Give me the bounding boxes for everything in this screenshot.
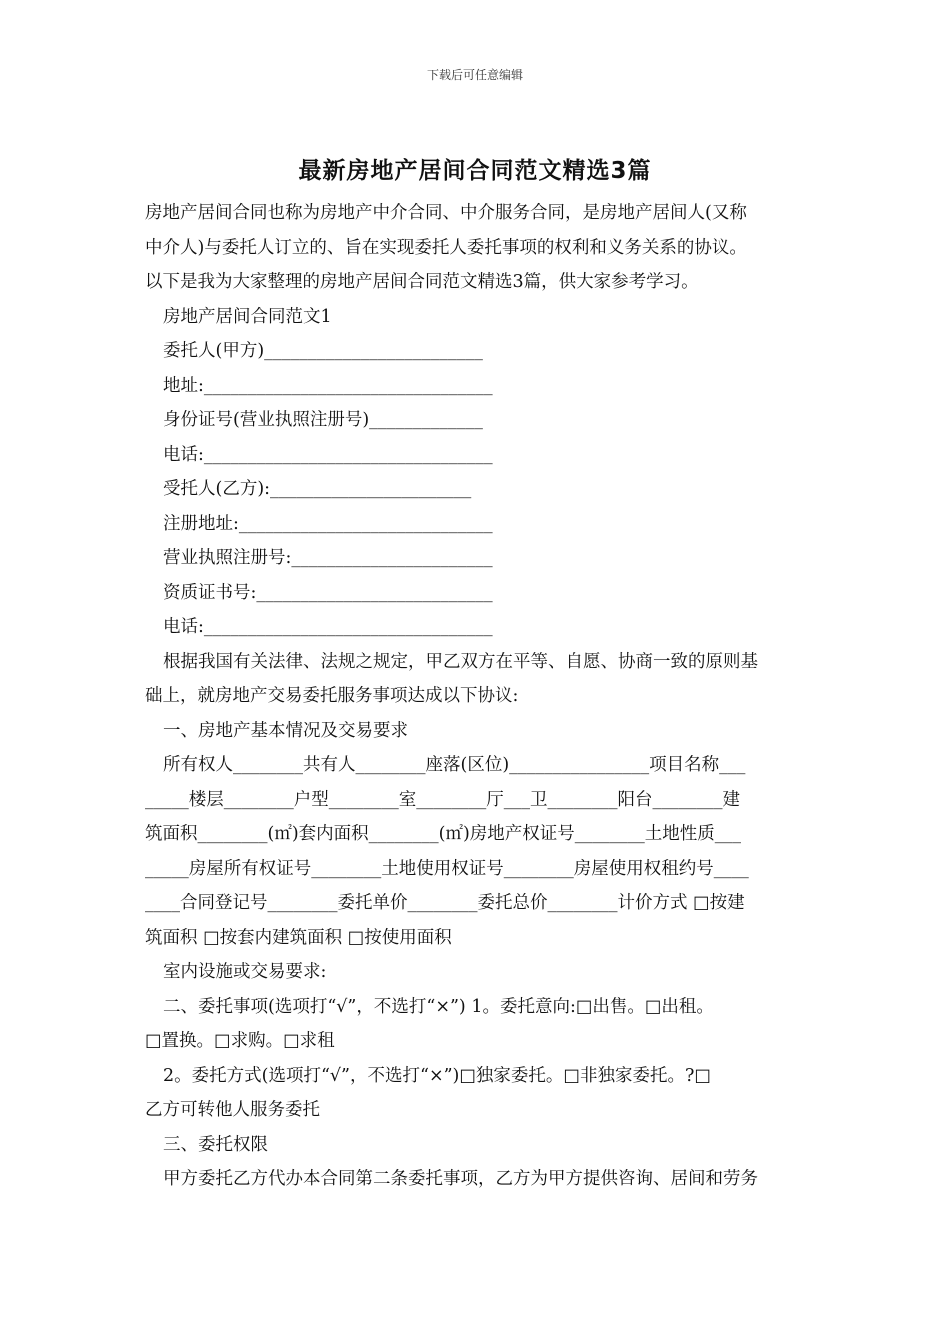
field-phone: 电话:_________________________________ [163,444,493,465]
property-line-3: 筑面积________(㎡)套内面积________(㎡)房地产权证号________土地性质___ [145,824,742,844]
property-line-2: _____楼层________户型________室________厅___卫________阳台________建 [145,789,740,810]
clause-2-line-2: □置换。□求购。□求租 [145,1031,335,1051]
intro-line-3: 以下是我为大家整理的房地产居间合同范文精选3篇，供大家参考学习。 [145,272,699,292]
field-agent: 受托人(乙方):_______________________ [163,479,472,499]
clause-2-line-1: 二、委托事项(选项打“√”，不选打“×”) 1。委托意向:□出售。□出租。 [163,996,714,1017]
clause-2-line-3: 2。委托方式(选项打“√”，不选打“×”)□独家委托。□非独家委托。?□ [163,1065,711,1086]
field-client: 委托人(甲方)_________________________ [163,341,483,361]
clause-3-line-1: 甲方委托乙方代办本合同第二条委托事项，乙方为甲方提供咨询、居间和劳务 [163,1169,758,1189]
intro-line-2: 中介人)与委托人订立的、旨在实现委托人委托事项的权利和义务关系的协议。 [145,237,747,258]
facility-requirements: 室内设施或交易要求: [163,962,327,982]
agreement-line-2: 础上，就房地产交易委托服务事项达成以下协议: [145,686,519,706]
clause-3-heading: 三、委托权限 [163,1134,268,1155]
agreement-line-1: 根据我国有关法律、法规之规定，甲乙双方在平等、自愿、协商一致的原则基 [163,651,758,672]
section-heading: 房地产居间合同范文1 [163,306,332,327]
field-id-number: 身份证号(营业执照注册号)_____________ [163,410,483,430]
field-license-number: 营业执照注册号:_______________________ [163,548,493,568]
field-registered-address: 注册地址:_____________________________ [163,513,493,534]
field-address: 地址:_________________________________ [163,375,493,396]
intro-line-1: 房地产居间合同也称为房地产中介合同、中介服务合同，是房地产居间人(又称 [145,203,747,223]
property-line-4: _____房屋所有权证号________土地使用权证号________房屋使用权租约号____ [145,858,749,879]
field-qualification-number: 资质证书号:___________________________ [163,582,493,603]
clause-2-line-4: 乙方可转他人服务委托 [145,1100,320,1120]
field-agent-phone: 电话:_________________________________ [163,617,493,637]
property-line-1: 所有权人________共有人________座落(区位)________________项目名称___ [163,755,746,775]
property-line-5: ____合同登记号________委托单价________委托总价________计价方式 □按建 [145,893,745,913]
clause-1-heading: 一、房地产基本情况及交易要求 [163,720,408,741]
document-title: 最新房地产居间合同范文精选3篇 [298,158,652,184]
property-line-6: 筑面积 □按套内建筑面积 □按使用面积 [145,927,452,948]
header-note: 下载后可任意编辑 [426,68,523,82]
document-body [145,196,813,1197]
